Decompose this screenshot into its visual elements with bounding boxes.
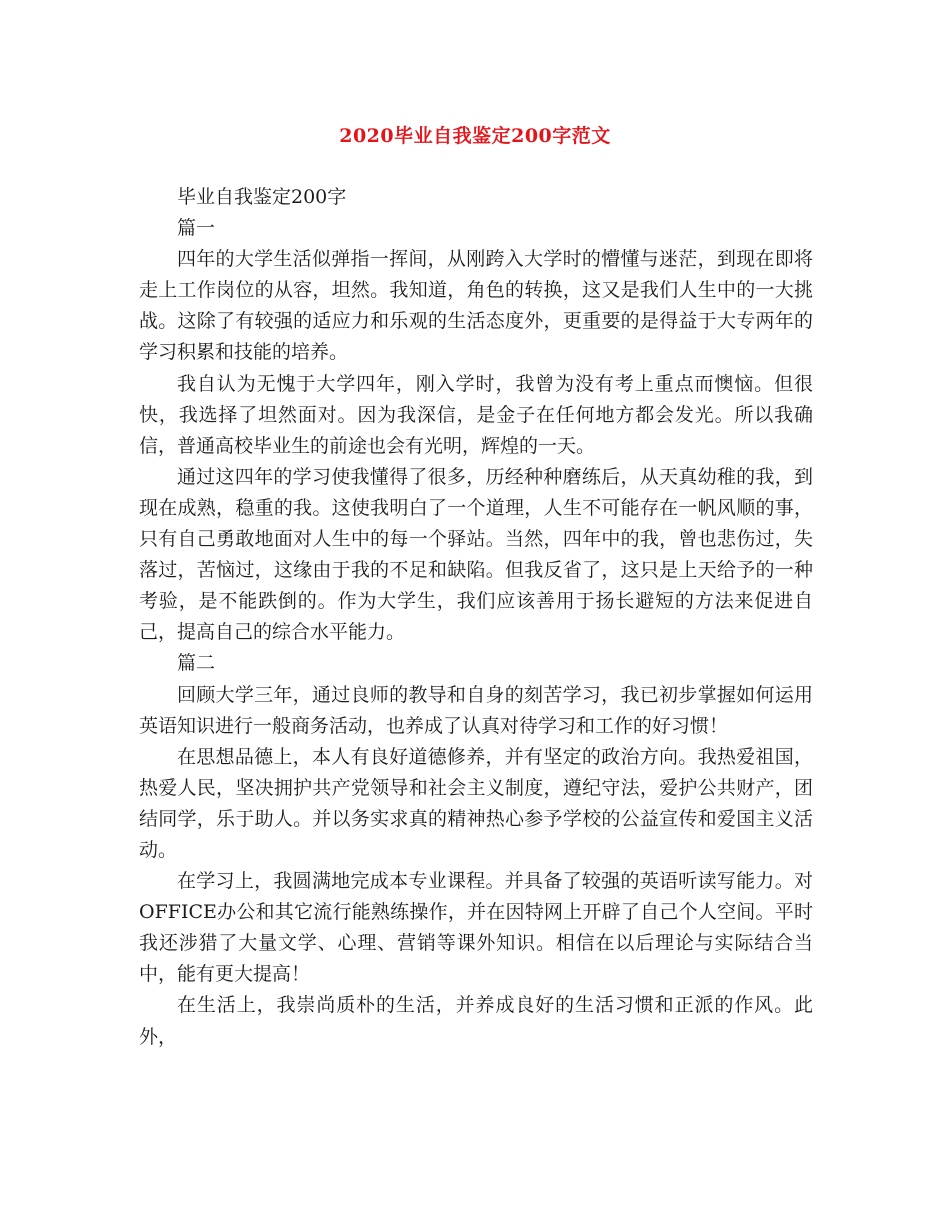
document-body — [139, 182, 813, 1053]
section-heading-two: 篇二 — [177, 652, 216, 675]
body-paragraph: 在学习上，我圆满地完成本专业课程。并具备了较强的英语听读写能力。对OFFICE办公和其它流行能熟练操作，并在因特网上开辟了自己个人空间。平时我还涉猎了大量文学、心理、营销等课外知识。相信在以后理论与实际结合当中，能有更大提高！ — [139, 870, 813, 986]
body-paragraph: 回顾大学三年，通过良师的教导和自身的刻苦学习，我已初步掌握如何运用英语知识进行一般商务活动，也养成了认真对待学习和工作的好习惯！ — [139, 683, 813, 737]
body-paragraph: 通过这四年的学习使我懂得了很多，历经种种磨练后，从天真幼稚的我，到现在成熟，稳重的我。这使我明白了一个道理，人生不可能存在一帆风顺的事，只有自己勇敢地面对人生中的每一个驿站。当然，四年中的我，曾也悲伤过，失落过，苦恼过，这缘由于我的不足和缺陷。但我反省了，这只是上天给予的一种考验，是不能跌倒的。作为大学生，我们应该善用于扬长避短的方法来促进自己，提高自己的综合水平能力。 — [139, 465, 813, 644]
subtitle-paragraph: 毕业自我鉴定200字 — [177, 186, 347, 208]
body-paragraph: 四年的大学生活似弹指一挥间，从刚跨入大学时的懵懂与迷茫，到现在即将走上工作岗位的从容，坦然。我知道，角色的转换，这又是我们人生中的一大挑战。这除了有较强的适应力和乐观的生活态度外，更重要的是得益于大专两年的学习积累和技能的培养。 — [139, 248, 813, 364]
section-heading-one: 篇一 — [177, 217, 216, 240]
body-paragraph: 在生活上，我崇尚质朴的生活，并养成良好的生活习惯和正派的作风。此外， — [139, 994, 813, 1048]
page-title: 2020毕业自我鉴定200字范文 — [339, 125, 611, 147]
body-paragraph: 在思想品德上，本人有良好道德修养，并有坚定的政治方向。我热爱祖国，热爱人民，坚决拥护共产党领导和社会主义制度，遵纪守法，爱护公共财产，团结同学，乐于助人。并以务实求真的精神热心参予学校的公益宣传和爱国主义活动。 — [139, 745, 813, 861]
body-paragraph: 我自认为无愧于大学四年，刚入学时，我曾为没有考上重点而懊恼。但很快，我选择了坦然面对。因为我深信，是金子在任何地方都会发光。所以我确信，普通高校毕业生的前途也会有光明，辉煌的一天。 — [139, 372, 813, 457]
